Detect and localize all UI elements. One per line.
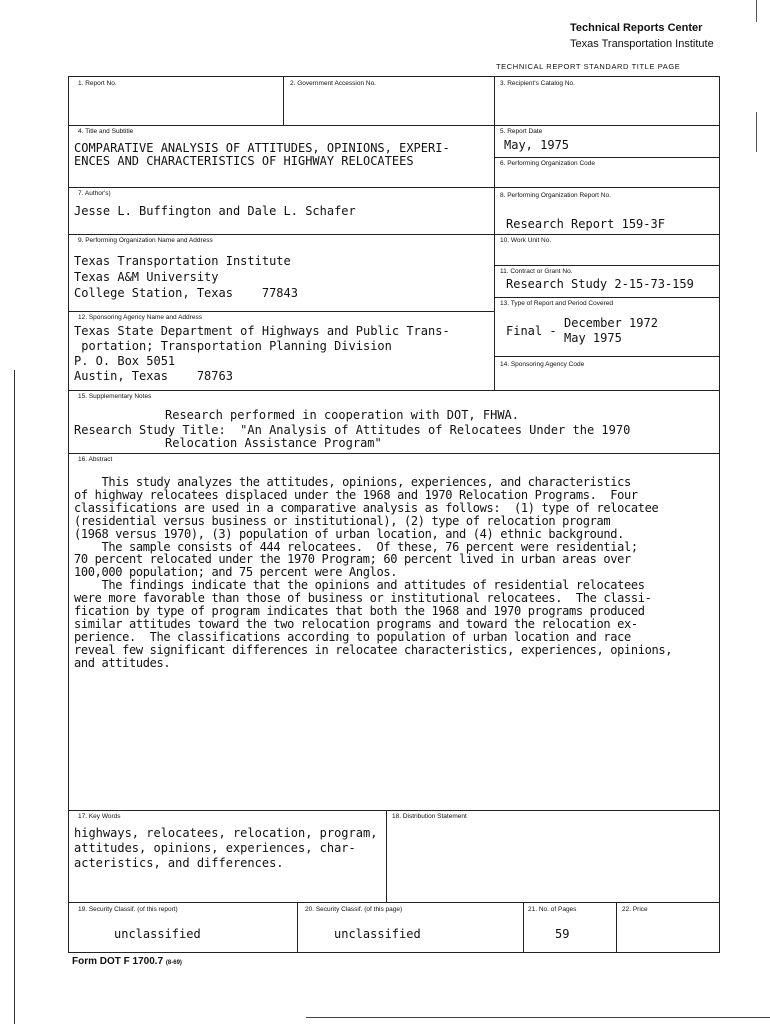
period-to: May 1975 [564,331,622,345]
security-report: unclassified [114,927,201,941]
perf-org-code-label: 6. Performing Organization Code [500,160,596,167]
perf-org-report-label: 8. Performing Organization Report No. [500,192,611,199]
sponsor-label: 12. Sponsoring Agency Name and Address [78,314,202,321]
report-date: May, 1975 [504,138,570,152]
distribution-label: 18. Distribution Statement [392,813,467,820]
sponsor-code-label: 14. Sponsoring Agency Code [500,361,585,368]
report-date-label: 5. Report Date [500,128,543,135]
security-page-label: 20. Security Classif. (of this page) [305,906,403,913]
authors-label: 7. Author's) [78,190,111,197]
catalog-no-label: 3. Recipient's Catalog No. [500,80,575,87]
sponsor-name: Texas State Department of Highways and Public Trans- portation; Transportation Planning Division P. O. Box 5051 Austin, Texas 78763 [74,324,450,383]
notes-label: 15. Supplementary Notes [78,393,152,400]
abstract-text: This study analyzes the attitudes, opinions, experiences, and characteristics of highway relocatees displaced under the 1968 and 1970 Relocation Programs. Four classifications are used in a comparative analysis as follows: (1) type of relocatee (residential versus business or institutional), (2) type of relocation program (1968 versus 1970), (3) population of urban location, and (4) ethnic background. The sample consists of 444 relocatees. Of these, 76 percent were residential; 70 percent relocated under the 1970 Program; 60 percent lived in urban areas over 100,000 population; and 75 percent were Anglos. The findings indicate that the opinions and attitudes of residential relocatees were more favorable than those of business or institutional relocatees. The classi- fication by type of program indicates that both the 1968 and 1970 programs produced similar attitudes toward the two relocation programs and toward the relocation ex- perience. The classifications according to population of urban location and race reveal few significant differences in relocatee characteristics, experiences, opinions, and attitudes. [74,475,673,670]
reports-center-line1: Technical Reports Center [570,22,703,34]
report-no-label: 1. Report No. [78,80,117,87]
price-label: 22. Price [622,906,648,913]
standard-title: TECHNICAL REPORT STANDARD TITLE PAGE [496,62,681,71]
perf-org-report: Research Report 159-3F [506,217,665,231]
num-pages: 59 [555,927,570,941]
notes-line3: Relocation Assistance Program" [165,436,382,450]
contract-no: Research Study 2-15-73-159 [506,277,694,291]
scan-mark-right-2 [756,112,757,152]
perf-org-name-label: 9. Performing Organization Name and Address [78,237,213,244]
security-report-label: 19. Security Classif. (of this report) [78,906,178,913]
perf-org-name: Texas Transportation Institute Texas A&M University College Station, Texas 77843 [74,254,298,300]
report-type-final: Final - [506,324,557,338]
report-title: COMPARATIVE ANALYSIS OF ATTITUDES, OPINIONS, EXPERI- ENCES AND CHARACTERISTICS OF HIGHWAY RELOCATEES [74,141,450,168]
authors: Jesse L. Buffington and Dale L. Schafer [74,204,356,218]
key-words: highways, relocatees, relocation, program, attitudes, opinions, experiences, char- acteristics, and differences. [74,826,378,870]
work-unit-label: 10. Work Unit No. [500,237,552,244]
form-number: Form DOT F 1700.7 (8-69) [72,956,182,967]
reports-center-line2: Texas Transportation Institute [570,38,714,50]
contract-label: 11. Contract or Grant No. [500,268,573,275]
period-from: December 1972 [564,316,658,330]
notes-line1: Research performed in cooperation with DOT, FHWA. [165,408,520,422]
key-words-label: 17. Key Words [78,813,121,820]
title-label: 4. Title and Subtitle [78,128,134,135]
gov-accession-label: 2. Government Accession No. [290,80,376,87]
report-type-label: 13. Type of Report and Period Covered [500,300,613,307]
abstract-label: 16. Abstract [78,456,113,463]
scan-edge-left [14,370,15,1024]
security-page: unclassified [334,927,421,941]
scan-mark-right [756,0,757,22]
num-pages-label: 21. No. of Pages [528,906,577,913]
notes-line2: Research Study Title: "An Analysis of Attitudes of Relocatees Under the 1970 [74,423,631,437]
scan-edge-bottom [306,1017,770,1018]
